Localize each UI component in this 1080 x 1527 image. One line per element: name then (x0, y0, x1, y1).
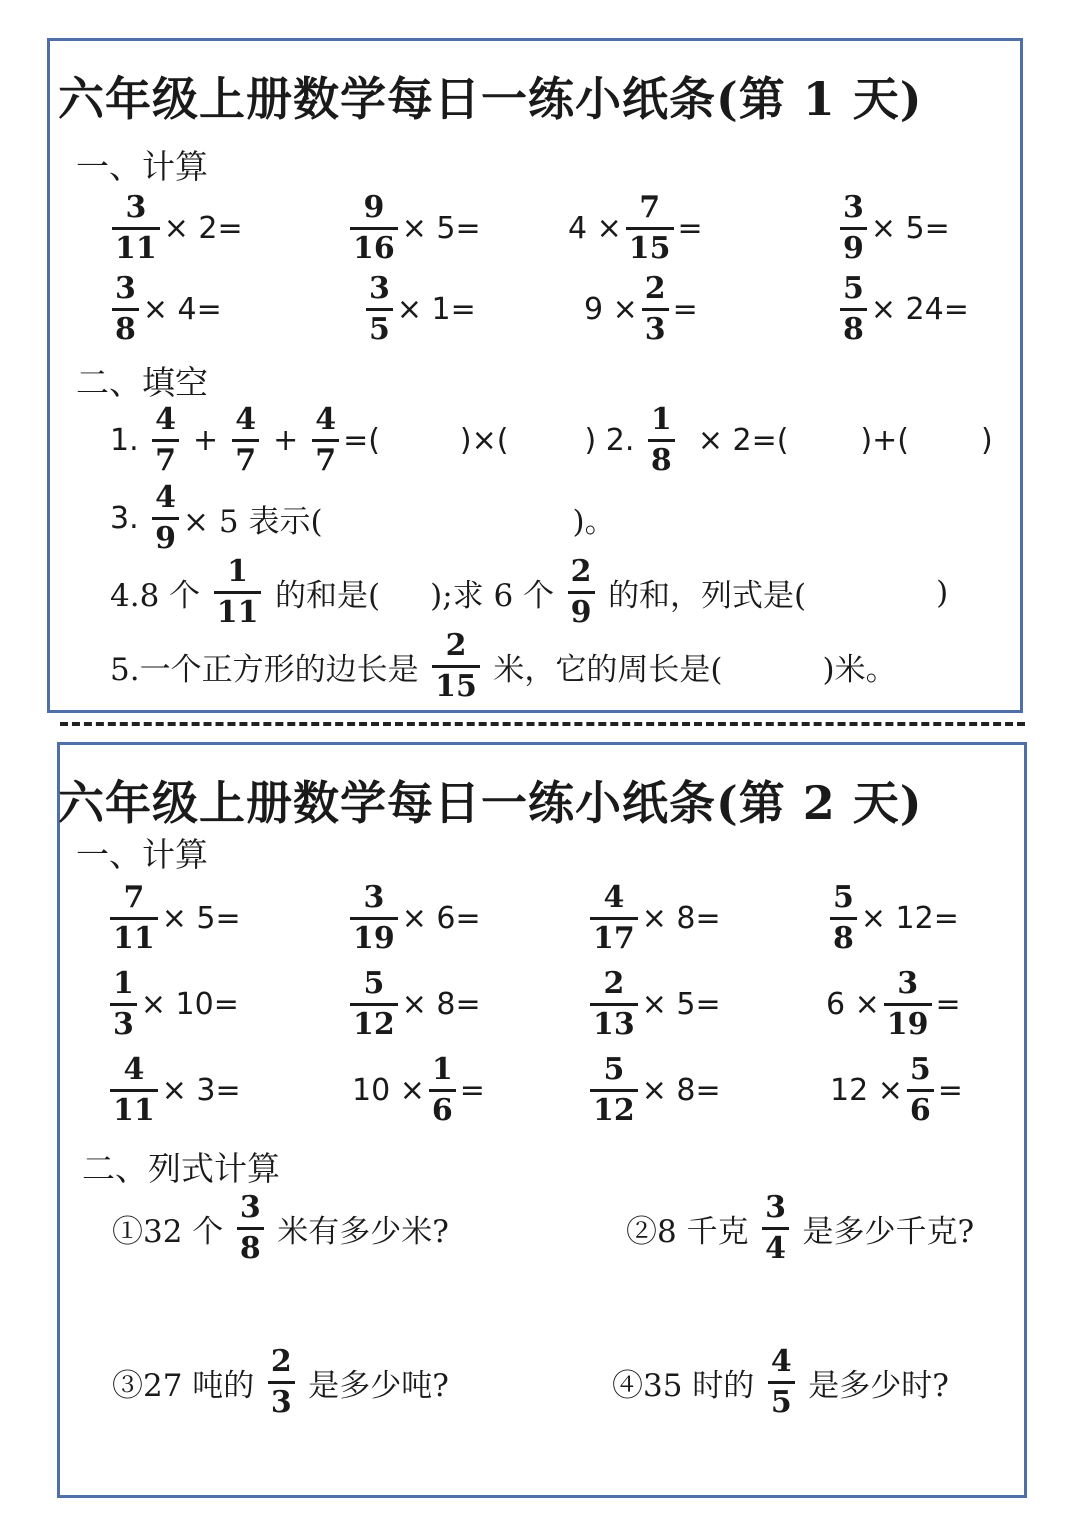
fraction-numerator: 5 (833, 880, 854, 915)
worksheet-title: 六年级上册数学每日一练小纸条(第 2 天) (58, 776, 923, 830)
expression-text: × 4= (142, 292, 222, 327)
fraction (350, 190, 398, 266)
fraction-denominator: 7 (312, 439, 339, 476)
fraction (268, 1344, 295, 1420)
section-heading-calc: 一、计算 (76, 835, 208, 874)
word-problem-4 (612, 1344, 949, 1420)
fraction-denominator: 15 (626, 227, 674, 264)
word-problem-2 (626, 1190, 975, 1266)
word-problem-1 (112, 1190, 449, 1266)
calc-item (346, 966, 481, 1042)
fraction-denominator: 3 (110, 1003, 137, 1040)
fraction-numerator: 4 (155, 402, 177, 437)
fraction-numerator: 3 (125, 190, 147, 225)
fraction-denominator: 4 (762, 1227, 789, 1264)
fraction-denominator: 6 (429, 1089, 456, 1126)
expression-text: = (677, 211, 703, 246)
fraction-numerator: 4 (235, 402, 257, 437)
fraction (590, 966, 638, 1042)
fraction-numerator: 3 (897, 966, 919, 1001)
fraction-denominator: 11 (110, 917, 158, 954)
fraction (112, 190, 160, 266)
fraction (110, 880, 158, 956)
fraction-denominator: 6 (907, 1089, 934, 1126)
expression-text: × 8= (641, 901, 721, 936)
fraction-denominator: 9 (152, 517, 179, 554)
expression-text: ) (981, 423, 993, 458)
fraction-numerator: 3 (369, 271, 390, 306)
expression-text: ) (936, 574, 949, 611)
calc-item (108, 190, 243, 266)
calc-item (830, 1052, 963, 1128)
fraction-numerator: 4 (603, 880, 625, 915)
expression-text: 10 × (352, 1073, 425, 1108)
worksheet-day-1 (47, 38, 1023, 713)
fraction (214, 554, 262, 630)
expression-text: × 5= (870, 211, 950, 246)
calc-item (586, 880, 721, 956)
fraction-numerator: 2 (445, 628, 467, 663)
fraction-numerator: 5 (909, 1052, 931, 1087)
fraction-denominator: 12 (350, 1003, 398, 1040)
fraction (626, 190, 674, 266)
calc-item (826, 966, 961, 1042)
fraction (840, 271, 867, 347)
cut-line (60, 722, 1025, 726)
fraction (840, 190, 867, 266)
fill-item-5 (110, 628, 897, 704)
expression-text: )米。 (822, 652, 897, 688)
fraction (429, 1052, 456, 1128)
calc-item (108, 271, 222, 347)
fraction-numerator: 3 (363, 880, 385, 915)
calc-item (586, 966, 721, 1042)
fraction-denominator: 3 (268, 1381, 295, 1418)
calc-item (836, 271, 969, 347)
calc-item (362, 271, 476, 347)
fraction-numerator: 5 (843, 271, 864, 306)
fraction-denominator: 11 (110, 1089, 158, 1126)
fraction-denominator: 7 (232, 439, 259, 476)
expression-text: 6 × (826, 987, 880, 1022)
expression-text: =( (343, 423, 380, 458)
calc-item (106, 1052, 241, 1128)
fraction-denominator: 9 (568, 591, 595, 628)
expression-text: 的和，列式是( (608, 578, 807, 614)
fraction (648, 402, 675, 478)
fraction (312, 402, 339, 478)
fraction (830, 880, 857, 956)
expression-text: )+( (860, 423, 910, 458)
expression-text: × 2=( (697, 423, 789, 458)
fraction (350, 880, 398, 956)
fraction (366, 271, 393, 347)
expression-text: 9 × (584, 292, 638, 327)
expression-text: × 24= (870, 292, 969, 327)
fraction-denominator: 11 (214, 591, 262, 628)
fraction-denominator: 8 (840, 308, 867, 345)
fraction (152, 480, 179, 556)
expression-text: 2. (605, 423, 635, 458)
fraction-denominator: 9 (840, 227, 867, 264)
worksheet-title: 六年级上册数学每日一练小纸条(第 1 天) (58, 72, 923, 126)
expression-text: = (935, 987, 961, 1022)
fraction-numerator: 3 (239, 1190, 261, 1225)
fraction-numerator: 7 (639, 190, 661, 225)
fraction-denominator: 7 (152, 439, 179, 476)
fraction-denominator: 11 (112, 227, 160, 264)
expression-text: × 2= (163, 211, 243, 246)
expression-text: 3. (110, 501, 139, 536)
fraction-denominator: 15 (432, 665, 480, 702)
calc-item (346, 880, 481, 956)
expression-text: × 6= (401, 901, 481, 936)
fraction-denominator: 17 (590, 917, 638, 954)
fraction-numerator: 1 (431, 1052, 453, 1087)
expression-text: ③27 吨的 (112, 1368, 255, 1404)
expression-text: ④35 时的 (612, 1368, 755, 1404)
calc-item (352, 1052, 485, 1128)
expression-text: + (273, 423, 299, 458)
fraction (768, 1344, 795, 1420)
fraction-denominator: 19 (884, 1003, 932, 1040)
expression-text: 1. (110, 423, 139, 458)
expression-text: 4.8 个 (110, 578, 201, 614)
fraction-denominator: 8 (237, 1227, 264, 1264)
fraction-denominator: 8 (648, 439, 675, 476)
expression-text: );求 6 个 (430, 578, 555, 614)
expression-text: × 5= (641, 987, 721, 1022)
expression-text: + (193, 423, 219, 458)
fraction-denominator: 5 (366, 308, 393, 345)
fraction-numerator: 4 (770, 1344, 792, 1379)
fraction-numerator: 2 (570, 554, 592, 589)
expression-text: 4 × (568, 211, 622, 246)
fraction (110, 1052, 158, 1128)
fraction (232, 402, 259, 478)
expression-text: 5.一个正方形的边长是 (110, 652, 419, 688)
calc-item (106, 880, 241, 956)
fraction (432, 628, 480, 704)
fraction-numerator: 7 (123, 880, 145, 915)
expression-text: 是多少时? (808, 1368, 949, 1404)
expression-text: = (459, 1073, 485, 1108)
fraction-denominator: 5 (768, 1381, 795, 1418)
fill-item-1-2 (110, 402, 993, 478)
fraction (642, 271, 669, 347)
fraction-denominator: 13 (590, 1003, 638, 1040)
expression-text: = (937, 1073, 963, 1108)
fraction-denominator: 8 (830, 917, 857, 954)
fill-item-4 (110, 554, 949, 630)
section-heading-fill: 二、填空 (76, 363, 208, 402)
fraction-denominator: 16 (350, 227, 398, 264)
fraction-denominator: 19 (350, 917, 398, 954)
expression-text: 是多少吨? (308, 1368, 449, 1404)
fraction-numerator: 4 (155, 480, 177, 515)
fraction-numerator: 1 (650, 402, 672, 437)
fraction-numerator: 1 (227, 554, 249, 589)
expression-text: ①32 个 (112, 1214, 224, 1250)
expression-text: × 8= (401, 987, 481, 1022)
fraction-numerator: 2 (644, 271, 666, 306)
calc-item (584, 271, 698, 347)
expression-text: × 1= (396, 292, 476, 327)
calc-item (346, 190, 481, 266)
fraction (350, 966, 398, 1042)
fraction (590, 880, 638, 956)
worksheet-day-2 (57, 742, 1027, 1498)
calc-item (106, 966, 239, 1042)
fraction-numerator: 2 (270, 1344, 292, 1379)
expression-text: × 5 表示( (183, 504, 323, 540)
fraction-numerator: 4 (315, 402, 337, 437)
fraction-numerator: 9 (363, 190, 385, 225)
fraction-numerator: 3 (115, 271, 136, 306)
fill-item-3 (110, 480, 616, 556)
fraction (884, 966, 932, 1042)
fraction (762, 1190, 789, 1266)
expression-text: × 3= (161, 1073, 241, 1108)
expression-text: 的和是( (275, 578, 381, 614)
expression-text: × 5= (401, 211, 481, 246)
expression-text: × 10= (140, 987, 239, 1022)
fraction-denominator: 8 (112, 308, 139, 345)
fraction-denominator: 3 (642, 308, 669, 345)
calc-item (568, 190, 703, 266)
expression-text: × 8= (641, 1073, 721, 1108)
fraction (152, 402, 179, 478)
expression-text: ) (584, 423, 597, 458)
calc-item (826, 880, 959, 956)
fraction (112, 271, 139, 347)
expression-text: )×( (459, 423, 509, 458)
expression-text: × 12= (860, 901, 959, 936)
fraction (110, 966, 137, 1042)
expression-text: ②8 千克 (626, 1214, 749, 1250)
fraction (590, 1052, 638, 1128)
fraction-denominator: 12 (590, 1089, 638, 1126)
expression-text: × 5= (161, 901, 241, 936)
expression-text: = (672, 292, 698, 327)
expression-text: )。 (572, 504, 616, 540)
calc-item (836, 190, 950, 266)
fraction-numerator: 1 (113, 966, 134, 1001)
expression-text: 米，它的周长是( (493, 652, 723, 688)
fraction (237, 1190, 264, 1266)
expression-text: 12 × (830, 1073, 903, 1108)
expression-text: 是多少千克? (802, 1214, 975, 1250)
fraction-numerator: 4 (123, 1052, 145, 1087)
fraction (568, 554, 595, 630)
word-problem-3 (112, 1344, 449, 1420)
fraction-numerator: 3 (765, 1190, 786, 1225)
fraction-numerator: 2 (603, 966, 625, 1001)
fraction (907, 1052, 934, 1128)
calc-item (586, 1052, 721, 1128)
expression-text: 米有多少米? (277, 1214, 449, 1250)
section-heading-calc: 一、计算 (76, 147, 208, 186)
fraction-numerator: 3 (843, 190, 864, 225)
fraction-numerator: 5 (363, 966, 385, 1001)
section-heading-word-problems: 二、列式计算 (82, 1149, 280, 1188)
fraction-numerator: 5 (603, 1052, 625, 1087)
